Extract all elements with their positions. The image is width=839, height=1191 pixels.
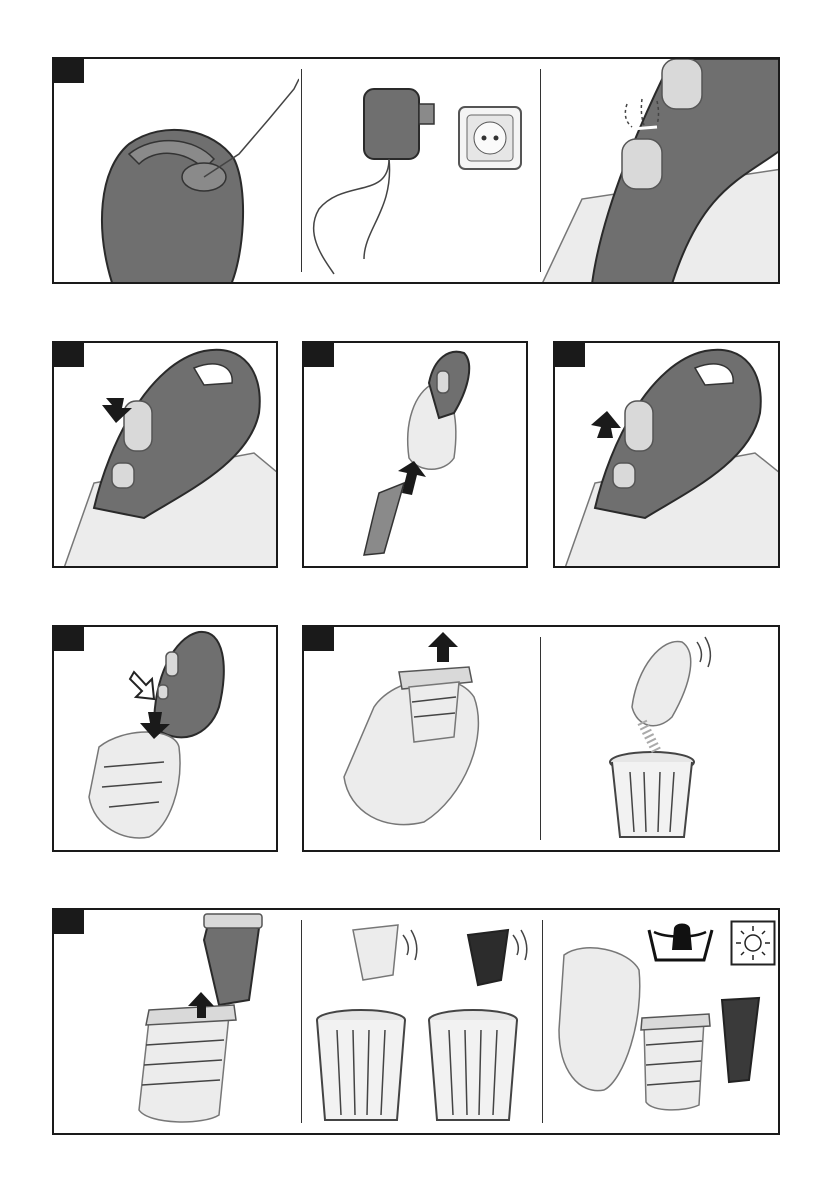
release-container-illustration [54,627,278,852]
trash-bin-icon [317,1010,405,1120]
divider [540,69,541,272]
trash-bin-icon [429,1010,517,1120]
panel-release-container [52,625,278,852]
panel-row4 [52,908,780,1135]
divider [540,637,541,840]
divider [301,69,302,272]
empty-container-illustration [542,627,778,852]
arrow-up-icon [591,411,621,438]
panel-row1 [52,57,780,284]
charging-plug-illustration [54,59,299,284]
panel-switch-on [52,341,278,568]
remove-filter-illustration [304,627,538,852]
trash-bin-icon [610,752,694,837]
hand-wash-icon [646,920,716,968]
switch-off-illustration [555,343,780,568]
panel-empty-container [302,625,780,852]
divider [542,920,543,1123]
panel-switch-off [553,341,780,568]
separate-filters-illustration [54,910,299,1135]
empty-filters-illustration [303,910,541,1135]
switch-on-illustration [54,343,278,568]
divider [301,920,302,1123]
press-arrow-icon [130,672,154,699]
wall-socket-icon [457,105,527,175]
arrow-up-icon [428,632,458,662]
charge-indicator-illustration [542,59,780,284]
crevice-tool-illustration [304,343,528,568]
sun-dry-icon [730,920,776,966]
panel-crevice-tool [302,341,528,568]
